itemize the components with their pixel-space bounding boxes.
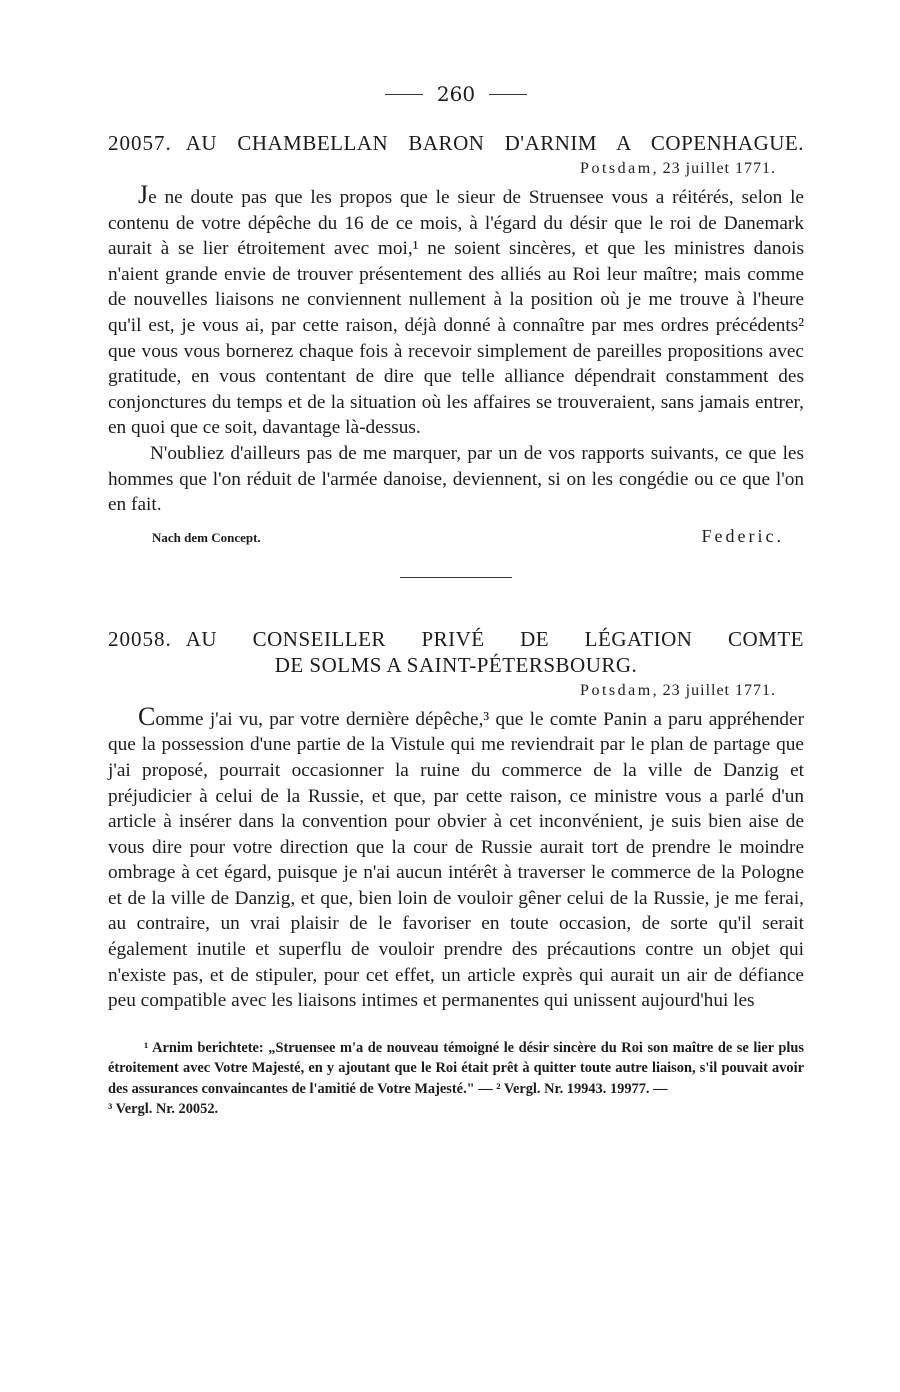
footnote: ¹ Arnim berichtete: „Struensee m'a de nouveau témoigné le désir sincère du Roi son maître de se lier plus étroitement avec Votre Majesté, en y ajoutant que le Roi était prêt à quitter toute autre liaison, s'il pouvait avoir des assurances convaincantes de l'amitié de Votre Majesté." — ² Vergl. Nr. 19943. 19977. —	[108, 1039, 804, 1097]
paragraph	[108, 182, 804, 441]
paragraph-text: omme j'ai vu, par votre dernière dépêche,³ que le comte Panin a paru appréhender que la possession d'une partie de la Vistule qui me reviendrait par le plan de partage que j'ai proposé, pourrait occasionner la ruine du commerce de la ville de Danzig et préjudicier à celui de la Russie, et que, par cette raison, ce ministre vous a parlé d'un article à insérer dans la convention pour obvier à cet inconvénient, je suis bien aise de vous dire pour votre direction que la cour de Russie aurait tort de prendre le moindre ombrage à cet égard, puisque je n'ai aucun intérêt à traverser le commerce de la Pologne et de la ville de Danzig, et que, bien loin de vouloir gêner celui de la Russie, je me ferai, au contraire, un vrai plaisir de le favoriser en toute occasion, de sorte qu'il serait également inutile et superflu de vouloir prendre des précautions contre un objet qui n'existe pas, et de stipuler, pour cet effet, un article exprès qui aurait un air de défiance peu compatible avec les liaisons intimes et permanentes qui unissent aujourd'hui les	[108, 708, 804, 1012]
letter-heading-line1	[108, 626, 804, 652]
letter-20058	[108, 626, 804, 1014]
paragraph-text: e ne doute pas que les propos que le sieur de Struensee vous a réitérés, selon le contenu de votre dépêche du 16 de ce mois, à l'égard du désir que le roi de Danemark aurait à se lier étroitement avec moi,¹ ne soient sincères, et que les ministres danois n'aient grande envie de trouver présentement des alliés au Roi leur maître; mais comme de nouvelles liaisons ne conviennent nullement à la position où je me trouve à l'heure qu'il est, je vous ai, par cette raison, déjà donné à connaître par mes ordres précédents² que vous vous bornerez chaque fois à recevoir simplement de pareilles propositions avec gratitude, en vous contentant de dire que telle alliance dépendrait constamment des conjonctures du temps et de la situation où les affaires se trouveraient, sans jamais entrer, en quoi que ce soit, davantage là-dessus.	[108, 187, 804, 439]
footnotes	[108, 1038, 804, 1120]
letter-body	[108, 182, 804, 518]
letter-closing	[108, 526, 804, 547]
letter-date: , 23 juillet 1771.	[652, 681, 776, 699]
letter-heading	[108, 130, 804, 156]
section-separator	[400, 577, 512, 578]
letter-number: 20058.	[108, 626, 172, 651]
letter-dateline	[108, 682, 804, 700]
drop-cap: C	[138, 701, 156, 731]
document-page	[108, 82, 804, 1120]
letter-place: Potsdam	[580, 160, 653, 177]
paragraph: N'oubliez d'ailleurs pas de me marquer, par un de vos rapports suivants, ce que les hommes que l'on réduit de l'armée danoise, deviennent, si on les congédie ou ce que l'on en fait.	[108, 442, 804, 516]
drop-cap: J	[138, 180, 149, 209]
letter-addressee: AU CHAMBELLAN BARON D'ARNIM A COPENHAGUE.	[185, 131, 804, 155]
letter-body	[108, 701, 804, 1014]
header-rule-left	[385, 94, 423, 95]
source-note: Nach dem Concept.	[152, 529, 261, 545]
letter-date: , 23 juillet 1771.	[652, 160, 776, 177]
page-header	[108, 82, 804, 106]
letter-20057	[108, 130, 804, 547]
paragraph	[108, 701, 804, 1014]
letter-dateline	[108, 160, 804, 178]
letter-heading-line2: DE SOLMS A SAINT-PÉTERSBOURG.	[274, 652, 638, 677]
page-number: 260	[436, 82, 476, 106]
letter-addressee: AU CONSEILLER PRIVÉ DE LÉGATION COMTE	[185, 626, 804, 651]
letter-heading	[108, 626, 804, 678]
signature: Federic.	[701, 525, 784, 546]
header-rule-right	[489, 94, 527, 95]
footnote: ³ Vergl. Nr. 20052.	[108, 1101, 219, 1118]
letter-place: Potsdam	[580, 681, 653, 699]
letter-number: 20057.	[108, 131, 172, 155]
